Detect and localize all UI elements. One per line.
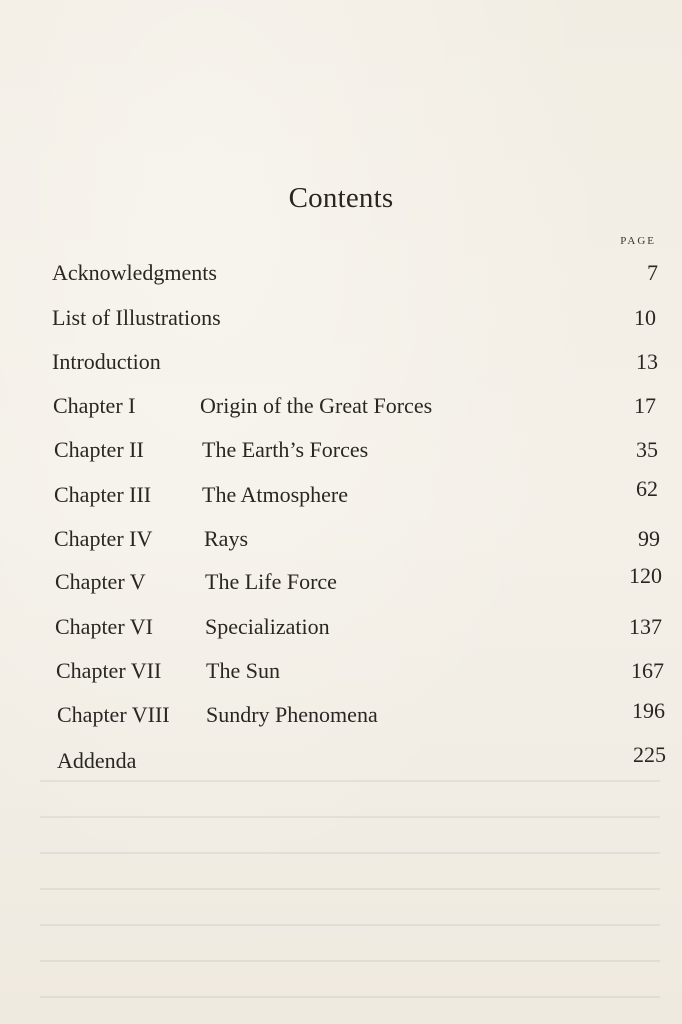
toc-chapter-title: The Atmosphere (202, 482, 349, 507)
toc-entry (57, 742, 666, 776)
toc-label: Chapter III (54, 482, 152, 507)
toc-label: List of Illustrations (52, 305, 221, 330)
toc-label: Addenda (57, 748, 137, 773)
page-title: Contents (288, 182, 394, 214)
toc-entry (54, 476, 658, 510)
show-through-text (40, 780, 660, 1010)
toc-page-number: 35 (636, 437, 658, 462)
toc-page-number: 10 (634, 305, 656, 330)
toc-page-number: 17 (634, 393, 656, 418)
toc-page-number: 13 (636, 349, 658, 374)
toc-label: Chapter VII (56, 658, 162, 683)
toc-chapter-title: Specialization (205, 614, 330, 639)
toc-chapter-title: The Sun (206, 658, 280, 683)
toc-chapter-title: Origin of the Great Forces (200, 393, 433, 418)
toc-entry (56, 656, 664, 686)
toc-label: Acknowledgments (52, 260, 217, 285)
toc-page-number: 7 (647, 260, 658, 285)
toc-label: Chapter VIII (57, 702, 170, 727)
toc-entry (52, 258, 658, 288)
toc-page-number: 62 (636, 476, 658, 501)
toc-chapter-title: Sundry Phenomena (206, 702, 378, 727)
toc-entry (52, 347, 658, 377)
toc-entry (54, 524, 660, 554)
toc-chapter-title: Rays (204, 526, 248, 551)
toc-label: Chapter IV (54, 526, 153, 551)
toc-entry (54, 435, 658, 465)
toc-entry (57, 700, 665, 730)
toc-chapter-title: The Earth’s Forces (202, 437, 369, 462)
toc-page-number: 137 (629, 614, 662, 639)
toc-entry (52, 303, 658, 333)
toc-page-number: 196 (632, 698, 665, 723)
toc-page-number: 120 (629, 563, 662, 588)
toc-page-number: 99 (638, 526, 660, 551)
toc-label: Chapter VI (55, 614, 153, 639)
page-column-header: PAGE (620, 235, 656, 247)
toc-label: Chapter V (55, 569, 146, 594)
toc-label: Chapter II (54, 437, 144, 462)
toc-entry (55, 612, 662, 642)
toc-label: Chapter I (53, 393, 136, 418)
toc-chapter-title: The Life Force (205, 569, 337, 594)
toc-label: Introduction (52, 349, 161, 374)
toc-page-number: 225 (633, 742, 666, 767)
toc-entry (53, 391, 658, 421)
toc-page-number: 167 (631, 658, 664, 683)
toc-entry (55, 563, 662, 597)
